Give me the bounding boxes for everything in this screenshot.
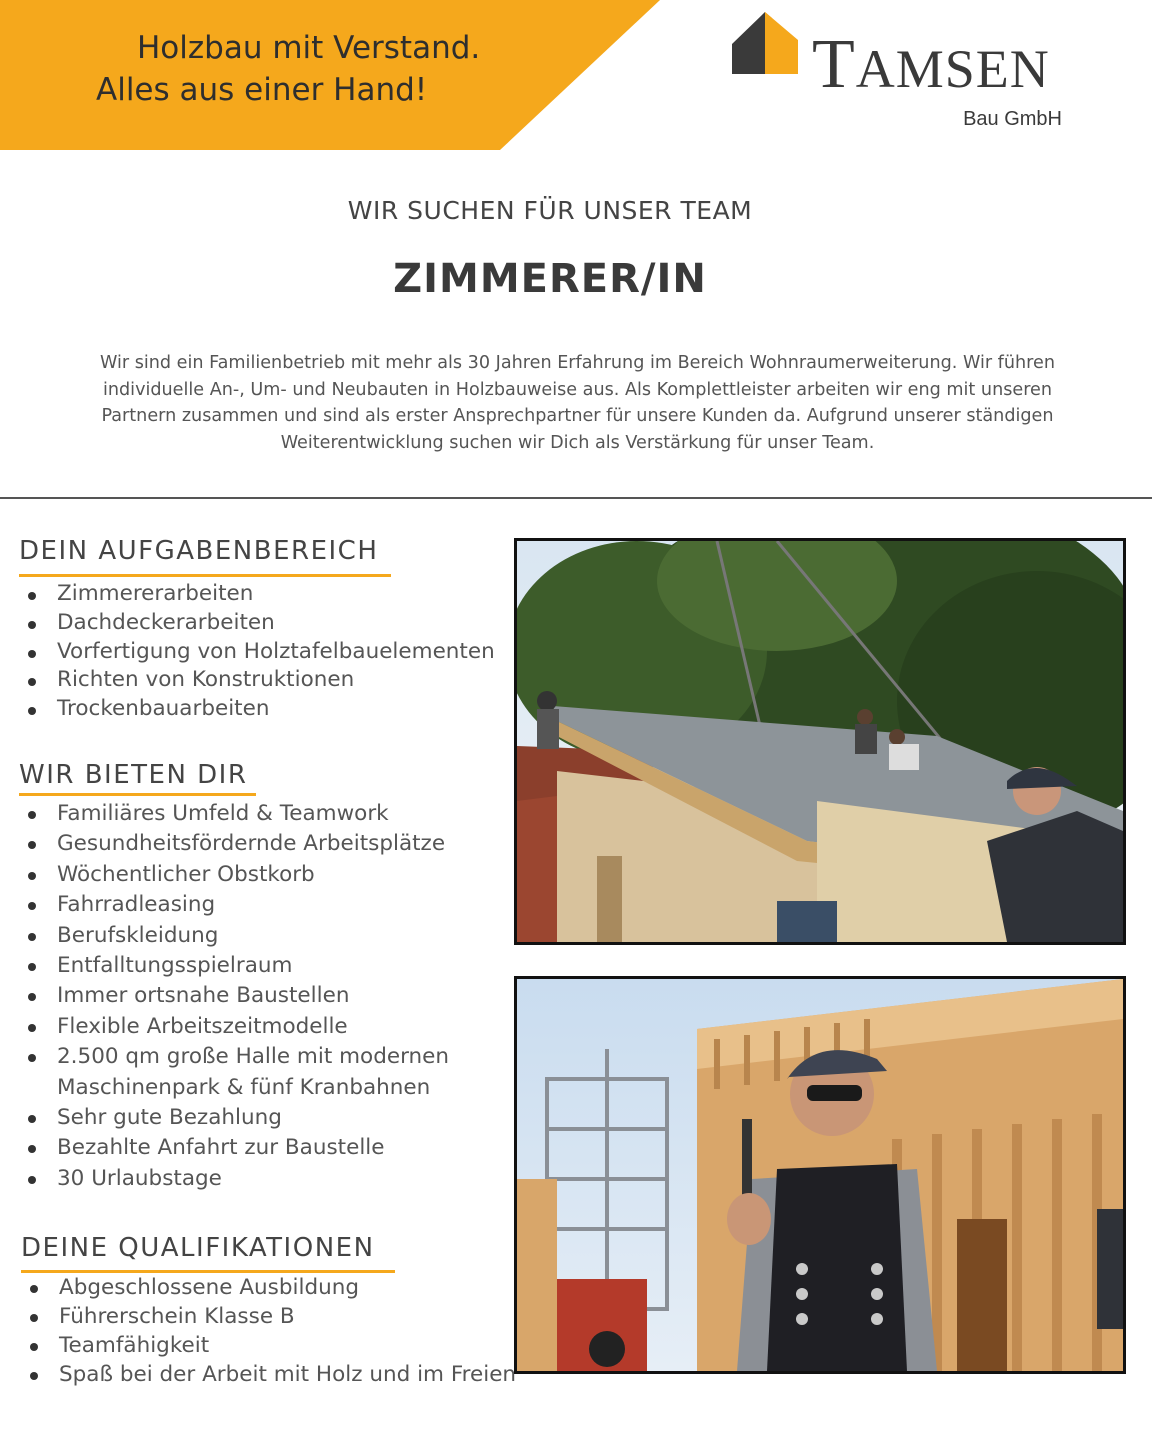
company-logo-subline: Bau GmbH: [963, 108, 1062, 130]
list-item: Wöchentlicher Obstkorb: [19, 860, 449, 890]
list-item: Vorfertigung von Holztafelbauelementen: [19, 638, 495, 667]
list-item: Fahrradleasing: [19, 890, 449, 920]
page-title: ZIMMERER/IN: [393, 256, 707, 302]
list-item: Führerschein Klasse B: [21, 1302, 516, 1331]
house-logo-icon: [732, 10, 798, 74]
offers-heading: WIR BIETEN DIR: [19, 760, 248, 790]
list-item: Flexible Arbeitszeitmodelle: [19, 1012, 449, 1042]
list-item: Immer ortsnahe Baustellen: [19, 981, 449, 1011]
list-item: Spaß bei der Arbeit mit Holz und im Freien: [21, 1360, 516, 1389]
offers-list: [19, 799, 449, 1194]
page-subtitle: WIR SUCHEN FÜR UNSER TEAM: [347, 196, 753, 225]
photo-roof-construction: [514, 538, 1126, 945]
list-item: Trockenbauarbeiten: [19, 695, 495, 724]
company-logo-name: [812, 26, 1050, 104]
section-divider: [0, 497, 1152, 499]
list-item: Familiäres Umfeld & Teamwork: [19, 799, 449, 829]
slogan-line-1: Holzbau mit Verstand.: [137, 30, 481, 66]
list-item: 30 Urlaubstage: [19, 1164, 449, 1194]
photo-carpenter: [514, 976, 1126, 1374]
logo-name-rest: AMSEN: [855, 39, 1050, 99]
tasks-heading: DEIN AUFGABENBEREICH: [19, 536, 379, 566]
list-item: Bezahlte Anfahrt zur Baustelle: [19, 1133, 449, 1163]
qualifications-heading: DEINE QUALIFIKATIONEN: [21, 1233, 375, 1263]
list-item: Richten von Konstruktionen: [19, 666, 495, 695]
tasks-list: [19, 580, 495, 724]
list-item: Gesundheitsfördernde Arbeitsplätze: [19, 829, 449, 859]
list-item: Zimmererarbeiten: [19, 580, 495, 609]
list-item: 2.500 qm große Halle mit modernen: [19, 1042, 449, 1072]
list-item: Berufskleidung: [19, 921, 449, 951]
logo-initial: T: [812, 26, 856, 103]
list-item: Abgeschlossene Ausbildung: [21, 1273, 516, 1302]
list-item: Sehr gute Bezahlung: [19, 1103, 449, 1133]
qualifications-list: [21, 1273, 516, 1389]
list-item: Dachdeckerarbeiten: [19, 609, 495, 638]
slogan-line-2: Alles aus einer Hand!: [96, 72, 428, 108]
offers-heading-underline: [19, 793, 256, 796]
list-item: Entfalltungsspielraum: [19, 951, 449, 981]
list-item: Maschinenpark & fünf Kranbahnen: [57, 1074, 431, 1100]
intro-paragraph: Wir sind ein Familienbetrieb mit mehr als 30 Jahren Erfahrung im Bereich Wohnraumerweiterung. Wir führen individuelle An-, Um- und Neubauten in Holzbauweise aus. Als Komplettleister arbeiten wir eng mit unseren Partnern zusammen und sind als erster Ansprechpartner für unsere Kunden da. Aufgrund unserer ständigen Weiterentwicklung suchen wir Dich als Verstärkung für unser Team.: [99, 353, 1055, 453]
tasks-heading-underline: [19, 574, 391, 577]
list-item: Teamfähigkeit: [21, 1331, 516, 1360]
